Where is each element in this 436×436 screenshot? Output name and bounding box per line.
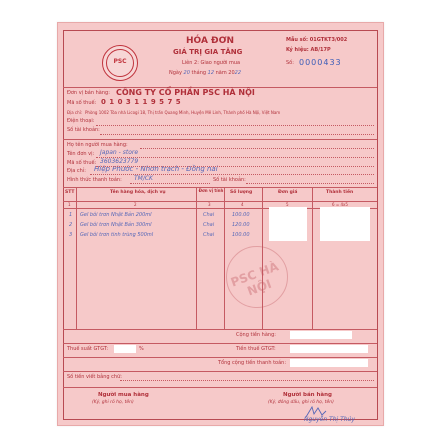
invoice-subtitle: GIÁ TRỊ GIA TĂNG [173, 48, 243, 56]
redacted-unit-prices [269, 207, 307, 241]
buyer-account-label: Số tài khoản: [213, 177, 246, 183]
seller-name-label: Đơn vị bán hàng: [67, 90, 110, 96]
amount-in-words-label: Số tiền viết bằng chữ: [67, 374, 122, 380]
redacted-subtotal [290, 331, 352, 339]
seller-sign-note: (Ký, đóng dấu, ghi rõ họ, tên) [268, 400, 334, 405]
vat-rate-label: Thuế suất GTGT: [67, 346, 109, 352]
buyer-tax-label: Mã số thuế: [67, 160, 97, 166]
row-2-name: Gel bôi trơn Nhật Bản 300ml [80, 222, 152, 228]
th-amount: Thành tiền [326, 190, 354, 195]
row-1-unit: Chai [203, 212, 215, 218]
row-3-name: Gel bôi trơn tinh trùng 500ml [80, 232, 154, 238]
row-3-stt: 3 [69, 232, 73, 238]
total-divider [63, 371, 377, 372]
seller-phone-line [96, 125, 374, 126]
seller-name: CÔNG TY CỔ PHẦN PSC HÀ NỘI [116, 88, 255, 97]
buyer-payment-label: Hình thức thanh toán: [67, 177, 122, 183]
row-2-qty: 120.00 [232, 222, 250, 228]
col-sep-1 [76, 187, 77, 329]
idx-5: 5 [286, 202, 289, 207]
invoice-number-label: Số: [286, 60, 294, 66]
th-price: Đơn giá [278, 190, 298, 195]
seller-tax-label: Mã số thuế: [67, 100, 97, 106]
buyer-unit: Japan - store [100, 149, 139, 156]
buyer-person-line [140, 148, 374, 149]
seller-address: Phòng 1002 Tòa nhà Licogi 18, Thị trấn Quang Minh, Huyện Mê Linh, Thành phố Hà Nội, Việt Nam [85, 110, 281, 115]
invoice-sheet [57, 22, 384, 426]
idx-1: 1 [68, 202, 71, 207]
seller-divider [63, 139, 377, 140]
table-header-bottom [63, 201, 377, 202]
buyer-sign-title: Người mua hàng [98, 392, 149, 398]
year-label: năm 20 [215, 70, 235, 76]
company-logo [102, 45, 138, 81]
row-1-stt: 1 [69, 212, 73, 218]
buyer-unit-label: Tên đơn vị: [67, 151, 95, 157]
seller-sign-title: Người bán hàng [283, 392, 332, 398]
redacted-vat-rate [114, 345, 136, 353]
seller-signature-name: Nguyễn Thị Thủy [304, 416, 355, 423]
buyer-unit-line [96, 157, 374, 158]
redacted-grand-total [290, 359, 368, 367]
vat-amount-label: Tiền thuế GTGT: [236, 346, 276, 352]
invoice-date [169, 71, 241, 76]
copy-label: Liên 2: Giao người mua [182, 60, 241, 66]
date-prefix: Ngày [169, 70, 182, 76]
buyer-payment: TM/CK [134, 175, 153, 182]
faded-stamp [226, 246, 288, 308]
invoice-symbol: Ký hiệu: AB/17P [286, 47, 331, 53]
buyer-tax: 3603623779 [100, 158, 139, 165]
th-unit: Đơn vị tính [198, 188, 224, 193]
seller-account-label: Số tài khoản: [67, 127, 100, 133]
idx-2: 2 [134, 202, 137, 207]
date-year: 22 [234, 70, 242, 76]
row-2-stt: 2 [69, 222, 73, 228]
buyer-payment-line [130, 183, 210, 184]
redacted-amounts [320, 207, 370, 241]
amount-in-words-line [120, 380, 374, 381]
invoice-number: 0000433 [299, 58, 342, 67]
invoice-title: HÓA ĐƠN [186, 36, 234, 46]
seller-address-label: Địa chỉ: [67, 110, 83, 115]
row-1-qty: 100.00 [232, 212, 250, 218]
buyer-address-line [90, 174, 374, 175]
grand-total-label: Tổng cộng tiền thanh toán: [218, 360, 287, 366]
logo-text: PSC [113, 58, 127, 65]
stamp-text: PSC HÀ NỘI [228, 259, 281, 299]
buyer-address: Hiệp Phước - Nhơn trạch - Đồng nai [94, 165, 218, 173]
buyer-account-line [246, 183, 374, 184]
buyer-tax-line [96, 166, 374, 167]
col-sep-3 [224, 187, 225, 329]
buyer-sign-note: (Ký, ghi rõ họ, tên) [92, 400, 134, 405]
date-day: 20 [183, 70, 190, 76]
th-stt: STT [65, 190, 75, 195]
th-name: Tên hàng hóa, dịch vụ [110, 190, 166, 195]
seller-account-line [100, 134, 374, 135]
buyer-person-label: Họ tên người mua hàng: [67, 142, 128, 148]
idx-4: 4 [241, 202, 244, 207]
words-divider [63, 387, 377, 388]
table-bottom [63, 329, 377, 330]
form-number: Mẫu số: 01GTKT3/002 [286, 37, 348, 43]
row-3-qty: 100.00 [232, 232, 250, 238]
month-label: tháng [191, 70, 207, 76]
row-1-name: Gel bôi trơn Nhật Bản 200ml [80, 212, 152, 218]
seller-phone-label: Điện thoại: [67, 118, 95, 124]
seller-tax-code: 0 1 0 3 1 1 9 5 7 5 [101, 98, 182, 106]
buyer-address-label: Địa chỉ: [67, 168, 86, 174]
col-sep-5 [312, 187, 313, 329]
vat-rate-suffix: % [139, 346, 144, 352]
redacted-vat-amount [290, 345, 368, 353]
col-sep-2 [196, 187, 197, 329]
idx-3: 3 [208, 202, 211, 207]
row-3-unit: Chai [203, 232, 215, 238]
row-2-unit: Chai [203, 222, 215, 228]
subtotal-label: Cộng tiền hàng: [236, 332, 276, 338]
date-month: 12 [207, 70, 215, 76]
idx-6: 6 = 4x5 [332, 202, 348, 207]
th-qty: Số lượng [230, 190, 253, 195]
subtotal-divider [63, 343, 377, 344]
vat-divider [63, 357, 377, 358]
